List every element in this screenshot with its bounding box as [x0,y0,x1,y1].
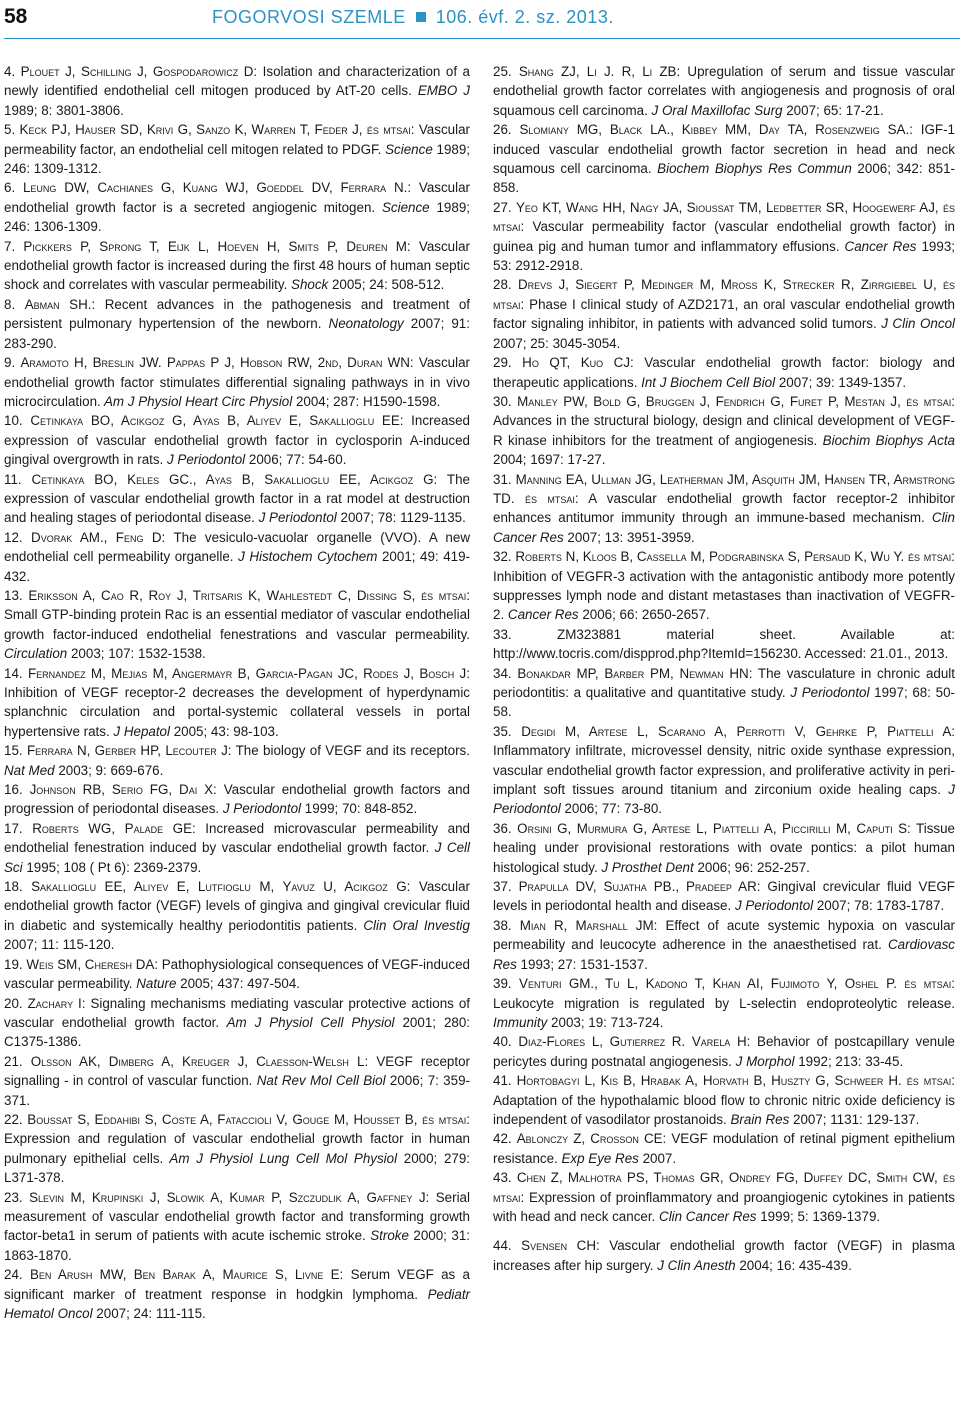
reference-item [4,955,470,994]
reference-title: The expression of vascular endothelial growth factor in a rat model at destruction and healing stages of periodontal disease. [4,471,470,526]
reference-journal: Circulation [4,646,68,662]
reference-title: VEGF receptor signalling - in control of vascular function. [4,1053,471,1089]
reference-journal: J Periodontol [785,685,870,700]
reference-journal: J Clin Anesth [653,1257,736,1273]
reference-authors: Roberts N, Kloos B, Cassella M, Podgrabinska S, Persaud K, Wu Y. és mtsai: [515,549,955,565]
reference-title: Vascular permeability factor (vascular endothelial growth factor) in guinea pig and human tumor and inflammatory effusions. [493,219,955,254]
reference-authors: Pickkers P, Sprong T, Eijk L, Hoeven H, Smits P, Deuren M: [23,238,411,254]
reference-number: 30. [493,393,512,409]
reference-journal: J Periodontol [163,452,246,468]
reference-item [4,780,470,819]
reference-journal: Brain Res [726,1111,790,1127]
reference-journal: J Morphol [731,1053,795,1069]
reference-journal: J Prosthet Dent [597,859,694,875]
reference-number: 15. [4,743,23,759]
reference-title: Vascular endothelial growth factor (VEGF) in plasma increases after hip surgery. [493,1238,955,1273]
reference-item [493,1129,955,1168]
journal-title-line [212,7,614,28]
reference-title: Inhibition of VEGFR-3 activation with the antagonistic antibody more potently suppresses lymph node and distant metastases than inactivation of VEGFR-2. [493,568,955,623]
reference-item [4,1110,470,1188]
reference-item [4,411,470,469]
reference-journal: Clin Oral Investig [357,917,470,933]
reference-number: 39. [493,976,512,992]
reference-number: 32. [493,549,512,565]
reference-title: Vascular endothelial growth factor: biology and therapeutic applications. [493,355,955,390]
reference-title: Effect of acute systemic hypoxia on vascular permeability and leucocyte adherence in the anaesthetised rat. [493,917,955,953]
reference-title: Advances in the structural biology, design and clinical development of VEGF-R kinase inhibitors for the treatment of angiogenesis. [493,413,955,448]
reference-authors: Ferrara N, Gerber HP, Lecouter J: [26,743,232,759]
reference-authors: Eriksson A, Cao R, Roy J, Tritsaris K, Wahlestedt C, Dissing S, és mtsai: [28,587,470,603]
reference-citation: 2007. [638,1150,677,1166]
reference-journal: J Oral Maxillofac Surg [647,102,783,118]
reference-number: 10. [4,413,23,429]
reference-number: 8. [4,296,16,312]
reference-item [493,120,955,198]
reference-title: Recent advances in the pathogenesis and treatment of persistent pulmonary hypertension of the newborn. [4,296,470,332]
reference-item [4,62,470,120]
reference-journal: EMBO J [411,83,470,99]
reference-item [493,722,955,819]
reference-journal: Clin Cancer Res [655,1208,757,1224]
reference-authors: Olsson AK, Dimberg A, Kreuger J, Claesson-Welsh L: [30,1053,369,1069]
reference-citation: 2006; 66: 2650-2657. [578,607,710,623]
reference-title: Tissue healing under provisional restorations with ovate pontics: a pilot human histological study. [493,820,955,875]
reference-number: 12. [4,529,23,545]
reference-authors: Boussat S, Eddahibi S, Coste A, Fataccioli V, Gouge M, Housset B, és mtsai: [27,1111,470,1127]
reference-journal: J Cell Sci [4,840,470,875]
reference-title: A vascular endothelial growth factor receptor-2 inhibitor enhances antitumor immunity through an immune-based mechanism. [493,490,955,526]
reference-title: Vascular endothelial growth factor (VEGF) levels of gingiva and gingival crevicular fluid in diabetic and systemically healthy periodontitis patients. [4,879,470,933]
reference-authors: Venturi GM., Tu L, Kadono T, Khan AI, Fujimoto Y, Oshel P. és mtsai: [519,976,955,992]
reference-citation: 2007; 1131: 129-137. [789,1111,920,1127]
reference-journal: Cancer Res [504,607,579,623]
reference-number: 21. [4,1053,23,1069]
reference-citation: 2003; 19: 713-724. [547,1014,664,1030]
reference-journal: Cancer Res [839,238,917,254]
reference-journal: Am J Physiol Cell Physiol [219,1014,395,1030]
reference-citation: 1989; 8: 3801-3806. [4,102,124,118]
reference-citation: 2003; 9: 669-676. [54,762,164,778]
reference-citation: 2007; 25: 3045-3054. [493,335,621,351]
reference-authors: Ablonczy Z, Crosson CE: [516,1131,667,1147]
reference-journal: Biochem Biophys Res Commun [651,161,852,177]
reference-citation: 2004; 16: 435-439. [735,1257,852,1273]
reference-authors: Slomiany MG, Black LA., Kibbey MM, Day TA, Rosenzweig SA.: [519,122,913,138]
reference-gap [493,1226,955,1236]
reference-item [4,664,470,742]
reference-journal: Cardiovasc Res [493,937,955,972]
separator-square-icon [416,12,426,22]
reference-title: Signaling mechanisms mediating vascular protective actions of vascular endothelial growth factor. [4,995,470,1030]
reference-number: 43. [493,1170,512,1186]
reference-item [4,528,470,586]
reference-item [4,741,470,780]
reference-item [493,198,955,276]
reference-title: The vesiculo-vacuolar organelle (VVO). A new endothelial cell permeability organelle. [4,529,470,565]
reference-item [4,994,470,1052]
reference-authors: Roberts WG, Palade GE: [32,820,196,836]
reference-authors: Aramoto H, Breslin JW. Pappas P J, Hobson RW, 2nd, Duran WN: [20,355,414,371]
reference-citation: 2004; 287: H1590-1598. [292,393,441,409]
reference-citation: 1989; 246: 1309-1312. [4,141,471,177]
reference-title: Expression of proinflammatory and proangiogenic cytokines in patients with head and neck cancer. [493,1189,955,1224]
reference-title: Increased microvascular permeability and endothelial fenestration induced by vascular endothelial growth factor. [4,820,470,856]
reference-citation: 2007; 11: 115-120. [4,937,115,953]
reference-number: 33. [493,626,512,642]
reference-number: 35. [493,723,512,739]
reference-item [493,62,955,120]
reference-authors: Keck PJ, Hauser SD, Krivi G, Sanzo K, Warren T, Feder J, és mtsai: [19,122,415,138]
reference-item [493,275,955,353]
reference-journal: J Periodontol [219,801,302,817]
reference-authors: Cetinkaya BO, Acikgoz G, Ayas B, Aliyev E, Sakallioglu EE: [30,413,404,429]
reference-title: Serial measurement of vascular endothelial growth factor and transforming growth factor-beta1 in serum of patients with acute ischemic stroke. [4,1189,470,1244]
reference-authors: Cetinkaya BO, Keles GC., Ayas B, Sakallioglu EE, Acikgoz G: [31,471,438,487]
reference-journal: Int J Biochem Cell Biol [637,374,776,390]
reference-number: 40. [493,1034,512,1050]
reference-title: Inhibition of VEGF receptor-2 decreases the development of hyperdynamic splanchnic circulation and portal-systemic collateral vessels in portal hypertensive rats. [4,685,470,739]
reference-title: Vascular permeability factor, an endothelial cell mitogen related to PDGF. [4,122,470,157]
reference-column-right [493,62,955,1275]
reference-citation: 1999; 5: 1369-1379. [756,1208,881,1224]
reference-item [493,819,955,877]
reference-number: 5. [4,122,16,138]
reference-citation: 2007; 24: 111-115. [92,1306,206,1321]
reference-journal: Biochim Biophys Acta [817,432,955,448]
reference-item [4,178,470,236]
reference-number: 44. [493,1238,512,1254]
reference-journal: J Histochem Cytochem [233,549,378,565]
reference-number: 13. [4,587,23,603]
reference-column-left [4,62,470,1323]
reference-item [4,120,470,178]
reference-citation: 2007; 78: 1783-1787. [813,898,945,914]
reference-authors: Johnson RB, Serio FG, Dai X: [29,782,217,798]
reference-journal: Science [381,141,433,157]
reference-number: 24. [4,1267,23,1283]
reference-item [4,1265,470,1323]
reference-authors: Degidi M, Artese L, Scarano A, Perrotti V, Gehrke P, Piattelli A: [521,723,955,739]
reference-journal: Shock [287,277,329,293]
reference-title: Vascular endothelial growth factor is increased during the first 48 hours of human septic shock and correlates with vascular permeability. [4,238,470,293]
reference-item [493,353,955,392]
reference-authors: Fernandez M, Mejias M, Angermayr B, Garcia-Pagan JC, Rodes J, Bosch J: [27,665,470,681]
reference-item [4,877,470,955]
reference-citation: 1993; 27: 1531-1537. [516,956,648,972]
reference-number: 38. [493,917,512,933]
reference-item [4,470,470,528]
reference-citation: 2005; 437: 497-504. [176,976,301,992]
reference-number: 20. [4,995,23,1011]
reference-number: 31. [493,471,512,487]
reference-authors: Manning EA, Ullman JG, Leatherman JM, Asquith JM, Hansen TR, Armstrong TD. és mtsai: [493,471,955,506]
reference-item [493,625,955,664]
reference-citation: 1993; 53: 2912-2918. [493,238,955,274]
reference-journal: Am J Physiol Lung Cell Mol Physiol [163,1150,398,1166]
reference-title: Expression and regulation of vascular endothelial growth factor in human pulmonary epithelial cells. [4,1131,470,1166]
reference-citation: 2005; 24: 508-512. [328,277,445,293]
reference-item [493,664,955,722]
reference-journal: J Clin Oncol [876,316,955,332]
reference-authors: Yeo KT, Wang HH, Nagy JA, Sioussat TM, Ledbetter SR, Hoogewerf AJ, és mtsai: [493,199,955,235]
reference-title: Adaptation of the hypothalamic blood flow to chronic nitric oxide deficiency is independent of vasodilator prostanoids. [493,1092,955,1127]
reference-journal: J Periodontol [254,510,337,526]
reference-citation: 2007; 65: 17-21. [782,102,884,118]
reference-number: 37. [493,879,512,895]
reference-number: 28. [493,277,512,293]
reference-authors: Chen Z, Malhotra PS, Thomas GR, Ondrey FG, Duffey DC, Smith CW, és mtsai: [493,1170,955,1205]
reference-citation: 1992; 213: 33-45. [794,1053,904,1069]
reference-number: 22. [4,1111,23,1127]
reference-title: Pathophysiological consequences of VEGF-induced vascular permeability. [4,956,470,992]
reference-title: Leukocyte migration is regulated by L-selectin endoproteolytic release. [493,995,955,1011]
reference-item [493,1032,955,1071]
reference-number: 29. [493,355,512,371]
reference-number: 27. [493,199,512,215]
reference-item [4,819,470,877]
reference-authors: Drevs J, Siegert P, Medinger M, Mross K, Strecker R, Zirrgiebel U, és mtsai: [493,277,955,312]
reference-number: 17. [4,820,23,836]
reference-item [493,470,955,548]
reference-citation: 1989; 246: 1306-1309. [4,199,470,235]
reference-citation: 2007; 13: 3951-3959. [563,529,695,545]
reference-journal: Am J Physiol Heart Circ Physiol [100,393,293,409]
reference-item [4,353,470,411]
reference-title: Vascular endothelial growth factor is a secreted angiogenic mitogen. [4,180,470,215]
reference-journal: J Hepatol [109,723,170,739]
reference-number: 19. [4,956,23,972]
reference-item [493,1168,955,1226]
reference-citation: 2007; 78: 1129-1135. [336,510,466,526]
reference-journal: J Periodontol [731,898,814,914]
reference-authors: Leung DW, Cachianes G, Kuang WJ, Goeddel DV, Ferrara N.: [22,180,412,196]
reference-item [4,295,470,353]
reference-number: 7. [4,238,16,254]
reference-citation: 2004; 1697: 17-27. [493,452,606,468]
reference-title: Increased expression of vascular endothelial growth factor in cyclosporin A-induced gingival overgrowth in rats. [4,413,470,468]
reference-citation: 1997; 68: 50-58. [493,685,955,720]
reference-item [4,1052,470,1110]
reference-item [493,877,955,916]
reference-citation: 2006; 77: 54-60. [245,452,347,468]
reference-authors: Zachary I: [27,995,86,1011]
reference-authors: Abman SH.: [24,296,96,312]
reference-citation: 2000; 31: 1863-1870. [4,1228,470,1263]
reference-authors: Diaz-Flores L, Gutierrez R. Varela H: [518,1034,751,1050]
reference-number: 26. [493,122,512,138]
reference-item [493,916,955,974]
reference-citation: 2007; 91: 283-290. [4,316,470,351]
header-rule [4,38,960,39]
reference-title: Inflammatory infiltrate, microvessel density, nitric oxide synthase expression, vascular endothelial growth factor expression, and proliferative activity in peri-implant soft tissues around titanium and zirconium oxide healing caps. [493,743,955,798]
reference-item [493,1236,955,1275]
reference-citation: 2003; 107: 1532-1538. [67,646,206,662]
reference-number: 16. [4,782,23,798]
reference-item [493,1071,955,1129]
reference-authors: Prapulla DV, Sujatha PB., Pradeep AR: [518,879,761,895]
reference-journal: Nat Rev Mol Cell Biol [252,1073,386,1089]
reference-authors: Weis SM, Cheresh DA: [26,956,159,972]
reference-number: 25. [493,64,512,79]
journal-issue: 106. évf. 2. sz. 2013. [435,6,614,27]
reference-journal: J Periodontol [493,782,955,817]
reference-number: 18. [4,879,23,895]
reference-citation: 2000; 279: L371-378. [4,1150,471,1186]
reference-authors: Plouet J, Schilling J, Gospodarowicz D: [20,64,258,79]
reference-authors: Ho QT, Kuo CJ: [522,355,634,371]
reference-citation: 2006; 342: 851-858. [493,161,955,196]
page-header [4,2,960,32]
reference-item [493,392,955,470]
reference-number: 36. [493,820,512,836]
reference-title: The vasculature in chronic adult periodontitis: a qualitative and quantitative study. [493,665,955,700]
reference-number: 14. [4,665,23,681]
reference-authors: Sakallioglu EE, Aliyev E, Lutfioglu M, Yavuz U, Acikgoz G: [31,879,411,895]
reference-title: Vascular endothelial growth factors and progression of periodontal diseases. [4,782,470,817]
reference-item [4,586,470,664]
reference-authors: Slevin M, Krupinski J, Slowik A, Kumar P, Szczudlik A, Gaffney J: [29,1189,430,1205]
reference-journal: Immunity [493,1014,548,1030]
reference-item [4,1188,470,1266]
reference-title: VEGF modulation of retinal pigment epithelium resistance. [493,1131,955,1166]
reference-title: Serum VEGF as a significant marker of treatment response in hodgkin lymphoma. [4,1267,470,1302]
reference-citation: 1999; 70: 848-852. [301,801,418,817]
reference-title: Phase I clinical study of AZD2171, an oral vascular endothelial growth factor signaling inhibitor, in patients with advanced solid tumors. [493,296,955,332]
reference-number: 42. [493,1131,512,1147]
reference-item [493,974,955,1032]
reference-journal: Stroke [365,1228,409,1244]
reference-citation: 2006; 7: 359-371. [4,1073,470,1108]
reference-authors: Ben Arush MW, Ben Barak A, Maurice S, Livne E: [29,1267,344,1283]
reference-number: 34. [493,665,512,681]
reference-title: Behavior of postcapillary venule pericytes during postnatal angiogenesis. [493,1034,955,1069]
reference-number: 11. [4,471,22,487]
reference-title: Upregulation of serum and tissue vascular endothelial growth factor correlates with angiogenesis and prognosis of oral squamous cell carcinoma. [493,64,955,118]
journal-name: FOGORVOSI SZEMLE [212,6,406,27]
reference-citation: 2006; 96: 252-257. [693,859,810,875]
reference-citation: 1995; 108 ( Pt 6): 2369-2379. [22,859,202,875]
reference-item [493,547,955,625]
reference-title: Gingival crevicular fluid VEGF levels in periodontal health and disease. [493,879,955,914]
reference-journal: Neonatology [321,316,404,332]
reference-title: The biology of VEGF and its receptors. [231,743,470,759]
reference-title: ZM323881 material sheet. Available at: http://www.tocris.com/dispprod.php?ItemId=156230. Accessed: 21.01., 2013. [493,626,955,662]
reference-authors: Orsini G, Murmura G, Artese L, Piattelli A, Piccirilli M, Caputi S: [517,820,911,836]
reference-journal: Science [375,199,430,215]
reference-authors: Manley PW, Bold G, Bruggen J, Fendrich G, Furet P, Mestan J, és mtsai: [517,393,955,409]
reference-title: Vascular endothelial growth factor stimulates differential signaling pathways in in vivo microcirculation. [4,355,470,409]
reference-number: 23. [4,1189,23,1205]
reference-item [4,237,470,295]
reference-journal: Pediatr Hematol Oncol [4,1286,471,1321]
reference-journal: Nat Med [4,762,55,778]
reference-journal: Nature [132,976,177,992]
reference-citation: 2005; 43: 98-103. [169,723,279,739]
reference-authors: Mian R, Marshall JM: [519,917,658,933]
reference-citation: 2001; 280: C1375-1386. [4,1014,471,1050]
reference-citation: 2001; 49: 419-432. [4,549,470,584]
reference-journal: Exp Eye Res [557,1150,639,1166]
reference-authors: Shang ZJ, Li J. R, Li ZB: [518,64,681,79]
reference-number: 9. [4,355,16,371]
reference-citation: 2006; 77: 73-80. [560,801,663,817]
reference-title: IGF-1 induced vascular endothelial growth factor secretion in head and neck squamous cell carcinoma. [493,122,955,177]
reference-authors: Bonakdar MP, Barber PM, Newman HN: [517,665,753,681]
reference-journal: Clin Cancer Res [493,510,955,545]
reference-number: 6. [4,180,16,196]
reference-title: Isolation and characterization of a newly identified endothelial cell mitogen produced by AtT-20 cells. [4,64,470,99]
reference-citation: 2007; 39: 1349-1357. [775,374,907,390]
page-number: 58 [4,5,28,28]
reference-authors: Dvorak AM., Feng D: [31,529,166,545]
reference-number: 41. [493,1073,512,1089]
reference-authors: Svensen CH: [521,1238,600,1254]
reference-authors: Hortobagyi L, Kis B, Hrabak A, Horvath B, Huszty G, Schweer H. és mtsai: [516,1073,955,1089]
reference-title: Small GTP-binding protein Rac is an essential mediator of vascular endothelial growth factor-induced endothelial fenestrations and vascular permeability. [4,607,470,642]
reference-number: 4. [4,64,16,79]
